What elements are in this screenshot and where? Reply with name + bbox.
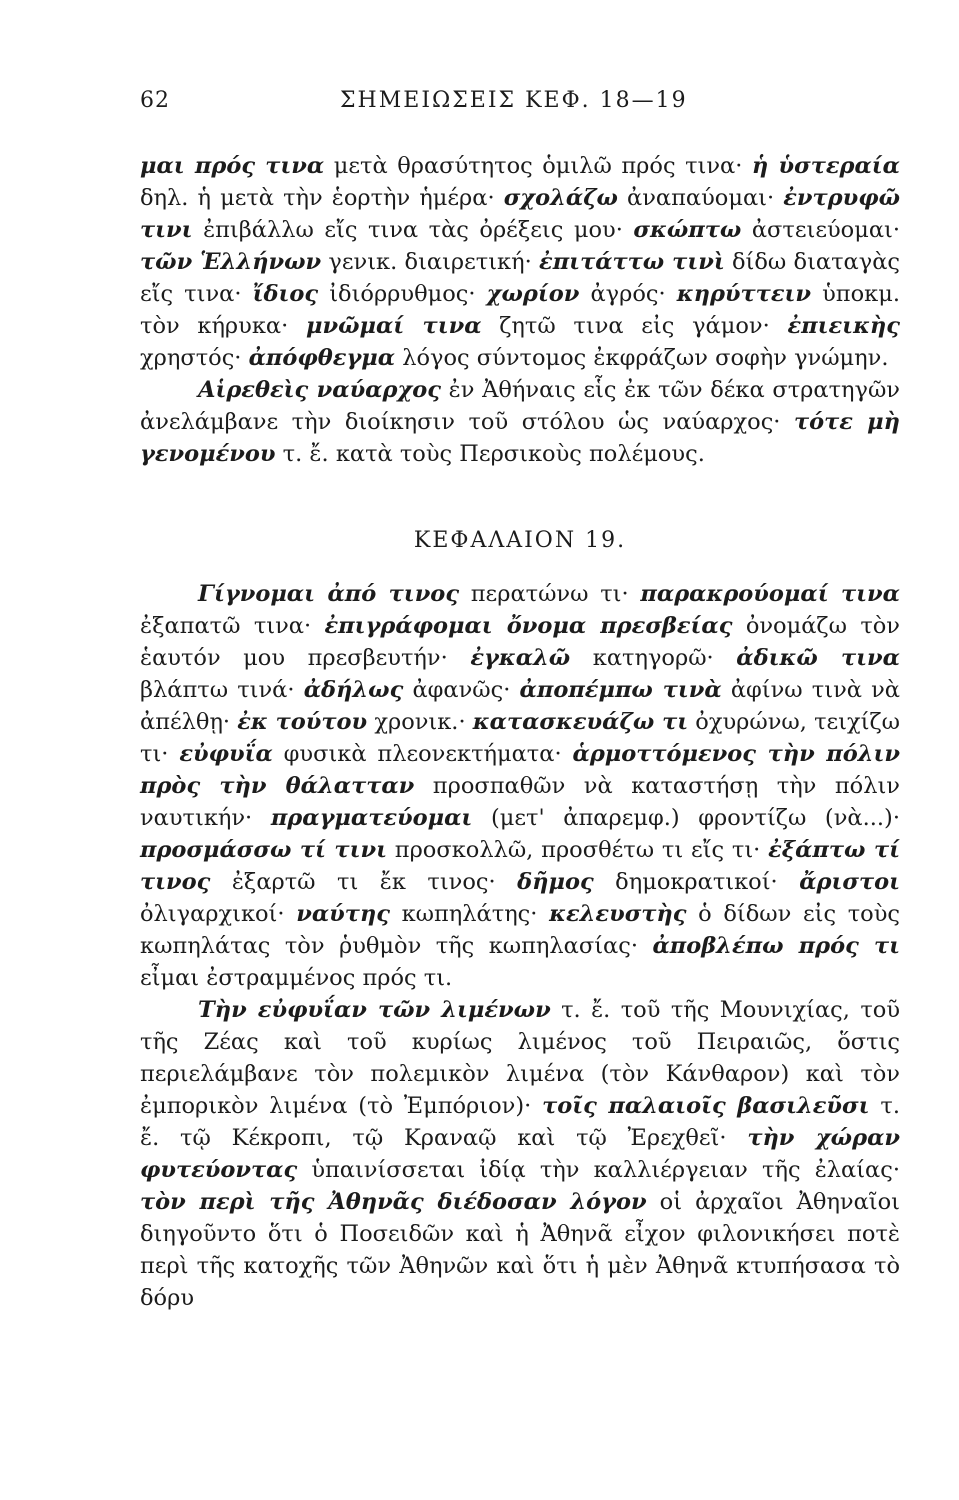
lemma: ἡ ὑστεραία xyxy=(751,153,900,179)
chapter-heading: ΚΕΦΑΛΑΙΟΝ 19. xyxy=(413,528,627,553)
lemma: ἐπιεικὴς xyxy=(787,313,900,339)
lemma: τῶν Ἑλλήνων xyxy=(140,249,322,275)
gloss: (μετ' ἀπαρεμφ.) φροντίζω (νὰ...)· xyxy=(472,805,900,831)
gloss: ἀφίνω τινὰ νὰ ἀπέλθῃ· xyxy=(140,677,900,735)
running-head xyxy=(140,88,900,118)
gloss: γενικ. διαιρετική· xyxy=(321,249,540,275)
gloss: οἱ ἀρχαῖοι Ἀθηναῖοι διηγοῦντο ὅτι ὁ Ποσειδῶν καὶ ἡ Ἀθηνᾶ εἶχον φιλονικήσει ποτὲ περὶ τῆς κατοχῆς τῶν Ἀθηνῶν καὶ ὅτι ἡ μὲν Ἀθηνᾶ κτυπήσασα τὸ δόρυ xyxy=(140,1189,900,1311)
gloss: ἐν Ἀθήναις εἷς ἐκ τῶν δέκα στρατηγῶν ἀνελάμβανε τὴν διοίκησιν τοῦ στόλου ὡς ναύαρχος· xyxy=(140,377,900,435)
lemma: τὸν περὶ τῆς Ἀθηνᾶς διέδοσαν λόγον xyxy=(140,1189,647,1215)
gloss: μετὰ θρασύτητος ὁμιλῶ πρός τινα· xyxy=(324,153,752,179)
lemma: Τὴν εὐφυΐαν τῶν λιμένων xyxy=(198,997,551,1023)
gloss: ὑποκμ. τὸν κήρυκα· xyxy=(140,281,900,339)
notes-ch18 xyxy=(140,150,900,470)
lemma: ἐξάπτω τί τινος xyxy=(140,837,900,895)
lemma: ἁρμοττόμενος τὴν πόλιν πρὸς τὴν θάλατταν xyxy=(140,741,900,799)
gloss: δηλ. ἡ μετὰ τὴν ἑορτὴν ἡμέρα· xyxy=(140,185,504,211)
gloss: προσπαθῶν νὰ καταστήσῃ τὴν πόλιν ναυτικήν· xyxy=(140,773,900,831)
lemma: πραγματεύομαι xyxy=(270,805,473,831)
lemma: ἐπιτάττω τινὶ xyxy=(539,249,725,275)
gloss: κωπηλάτης· xyxy=(389,901,550,927)
gloss: χρονικ.· xyxy=(367,709,473,735)
gloss: ὀλιγαρχικοί· xyxy=(140,901,297,927)
lemma: ἐκ τούτου xyxy=(237,709,368,735)
lemma: ἀποβλέπω πρός τι xyxy=(652,933,900,959)
paragraph xyxy=(140,578,900,994)
gloss: λόγος σύντομος ἐκφράζων σοφὴν γνώμην. xyxy=(395,345,889,371)
gloss: δημοκρατικοί· xyxy=(593,869,800,895)
lemma: ἴδιος xyxy=(252,281,319,307)
lemma: ναύτης xyxy=(296,901,390,927)
lemma: κηρύττειν xyxy=(676,281,812,307)
gloss: φυσικὰ πλεονεκτήματα· xyxy=(272,741,573,767)
gloss: δίδω διαταγὰς εἴς τινα· xyxy=(140,249,900,307)
lemma: παρακρούομαί τινα xyxy=(640,581,900,607)
gloss: ἀστειεύομαι· xyxy=(741,217,900,243)
lemma: ἀδήλως xyxy=(303,677,404,703)
gloss: ὀνομάζω τὸν ἑαυτόν μου πρεσβευτήν· xyxy=(140,613,900,671)
gloss: ἀναπαύομαι· xyxy=(617,185,784,211)
gloss: χρηστός· xyxy=(140,345,249,371)
gloss: ὁ δίδων εἰς τοὺς κωπηλάτας τὸν ῥυθμὸν τῆς κωπηλασίας· xyxy=(140,901,900,959)
lemma: κελευστὴς xyxy=(549,901,687,927)
paragraph xyxy=(140,994,900,1314)
notes-ch19 xyxy=(140,578,900,1314)
lemma: ἐγκαλῶ xyxy=(470,645,571,671)
lemma: μαι πρός τινα xyxy=(140,153,325,179)
gloss: ζητῶ τινα εἰς γάμον· xyxy=(481,313,788,339)
gloss: ἐπιβάλλω εἴς τινα τὰς ὀρέξεις μου· xyxy=(192,217,634,243)
lemma: μνῶμαί τινα xyxy=(305,313,482,339)
gloss: ὀχυρώνω, τειχίζω τι· xyxy=(140,709,900,767)
gloss: ἐξαπατῶ τινα· xyxy=(140,613,325,639)
lemma: τότε μὴ γενομένου xyxy=(140,409,900,467)
lemma: προσμάσσω τί τινι xyxy=(140,837,387,863)
gloss: ἰδιόρρυθμος· xyxy=(318,281,487,307)
gloss: εἶμαι ἐστραμμένος πρός τι. xyxy=(140,965,453,991)
lemma: Αἱρεθεὶς ναύαρχος xyxy=(198,377,441,403)
paragraph xyxy=(140,150,900,374)
lemma: κατασκευάζω τι xyxy=(472,709,689,735)
gloss: τ. ἔ. κατὰ τοὺς Περσικοὺς πολέμους. xyxy=(275,441,705,467)
lemma: σχολάζω xyxy=(503,185,618,211)
gloss: ἀφανῶς· xyxy=(403,677,520,703)
gloss: τ. ἔ. τῷ Κέκροπι, τῷ Κραναῷ καὶ τῷ Ἐρεχθεῖ· xyxy=(140,1093,900,1151)
page-number: 62 xyxy=(140,88,170,113)
gloss: βλάπτω τινά· xyxy=(140,677,304,703)
lemma: τοῖς παλαιοῖς βασιλεῦσι xyxy=(542,1093,870,1119)
lemma: δῆμος xyxy=(517,869,594,895)
gloss: ἐξαρτῶ τι ἔκ τινος· xyxy=(210,869,518,895)
lemma: ἀποπέμπω τινὰ xyxy=(519,677,722,703)
gloss: ὑπαινίσσεται ἰδίᾳ τὴν καλλιέργειαν τῆς ἐλαίας· xyxy=(297,1157,900,1183)
lemma: ἐπιγράφομαι ὄνομα πρεσβείας xyxy=(324,613,733,639)
lemma: χωρίον xyxy=(486,281,580,307)
lemma: εὐφυΐα xyxy=(179,741,273,767)
gloss: περατώνω τι· xyxy=(459,581,641,607)
gloss: κατηγορῶ· xyxy=(570,645,737,671)
paragraph xyxy=(140,374,900,470)
lemma: ἄριστοι xyxy=(799,869,900,895)
gloss: τ. ἔ. τοῦ τῆς Μουνιχίας, τοῦ τῆς Ζέας καὶ τοῦ κυρίως λιμένος τοῦ Πειραιῶς, ὅστις περιελάμβανε τὸν πολεμικὸν λιμένα (τὸν Κάνθαρον) καὶ τὸν ἐμπορικὸν λιμένα (τὸ Ἐμπόριον)· xyxy=(140,997,900,1119)
lemma: τὴν χώραν φυτεύοντας xyxy=(140,1125,900,1183)
lemma: ἐντρυφῶ τινι xyxy=(140,185,900,243)
lemma: σκώπτω xyxy=(633,217,742,243)
gloss: ἀγρός· xyxy=(579,281,677,307)
lemma: ἀδικῶ τινα xyxy=(736,645,900,671)
gloss: προσκολλῶ, προσθέτω τι εἴς τι· xyxy=(386,837,769,863)
running-title: ΣΗΜΕΙΩΣΕΙΣ ΚΕΦ. 18—19 xyxy=(340,88,688,113)
lemma: ἀπόφθεγμα xyxy=(248,345,396,371)
lemma: Γίγνομαι ἀπό τινος xyxy=(198,581,460,607)
